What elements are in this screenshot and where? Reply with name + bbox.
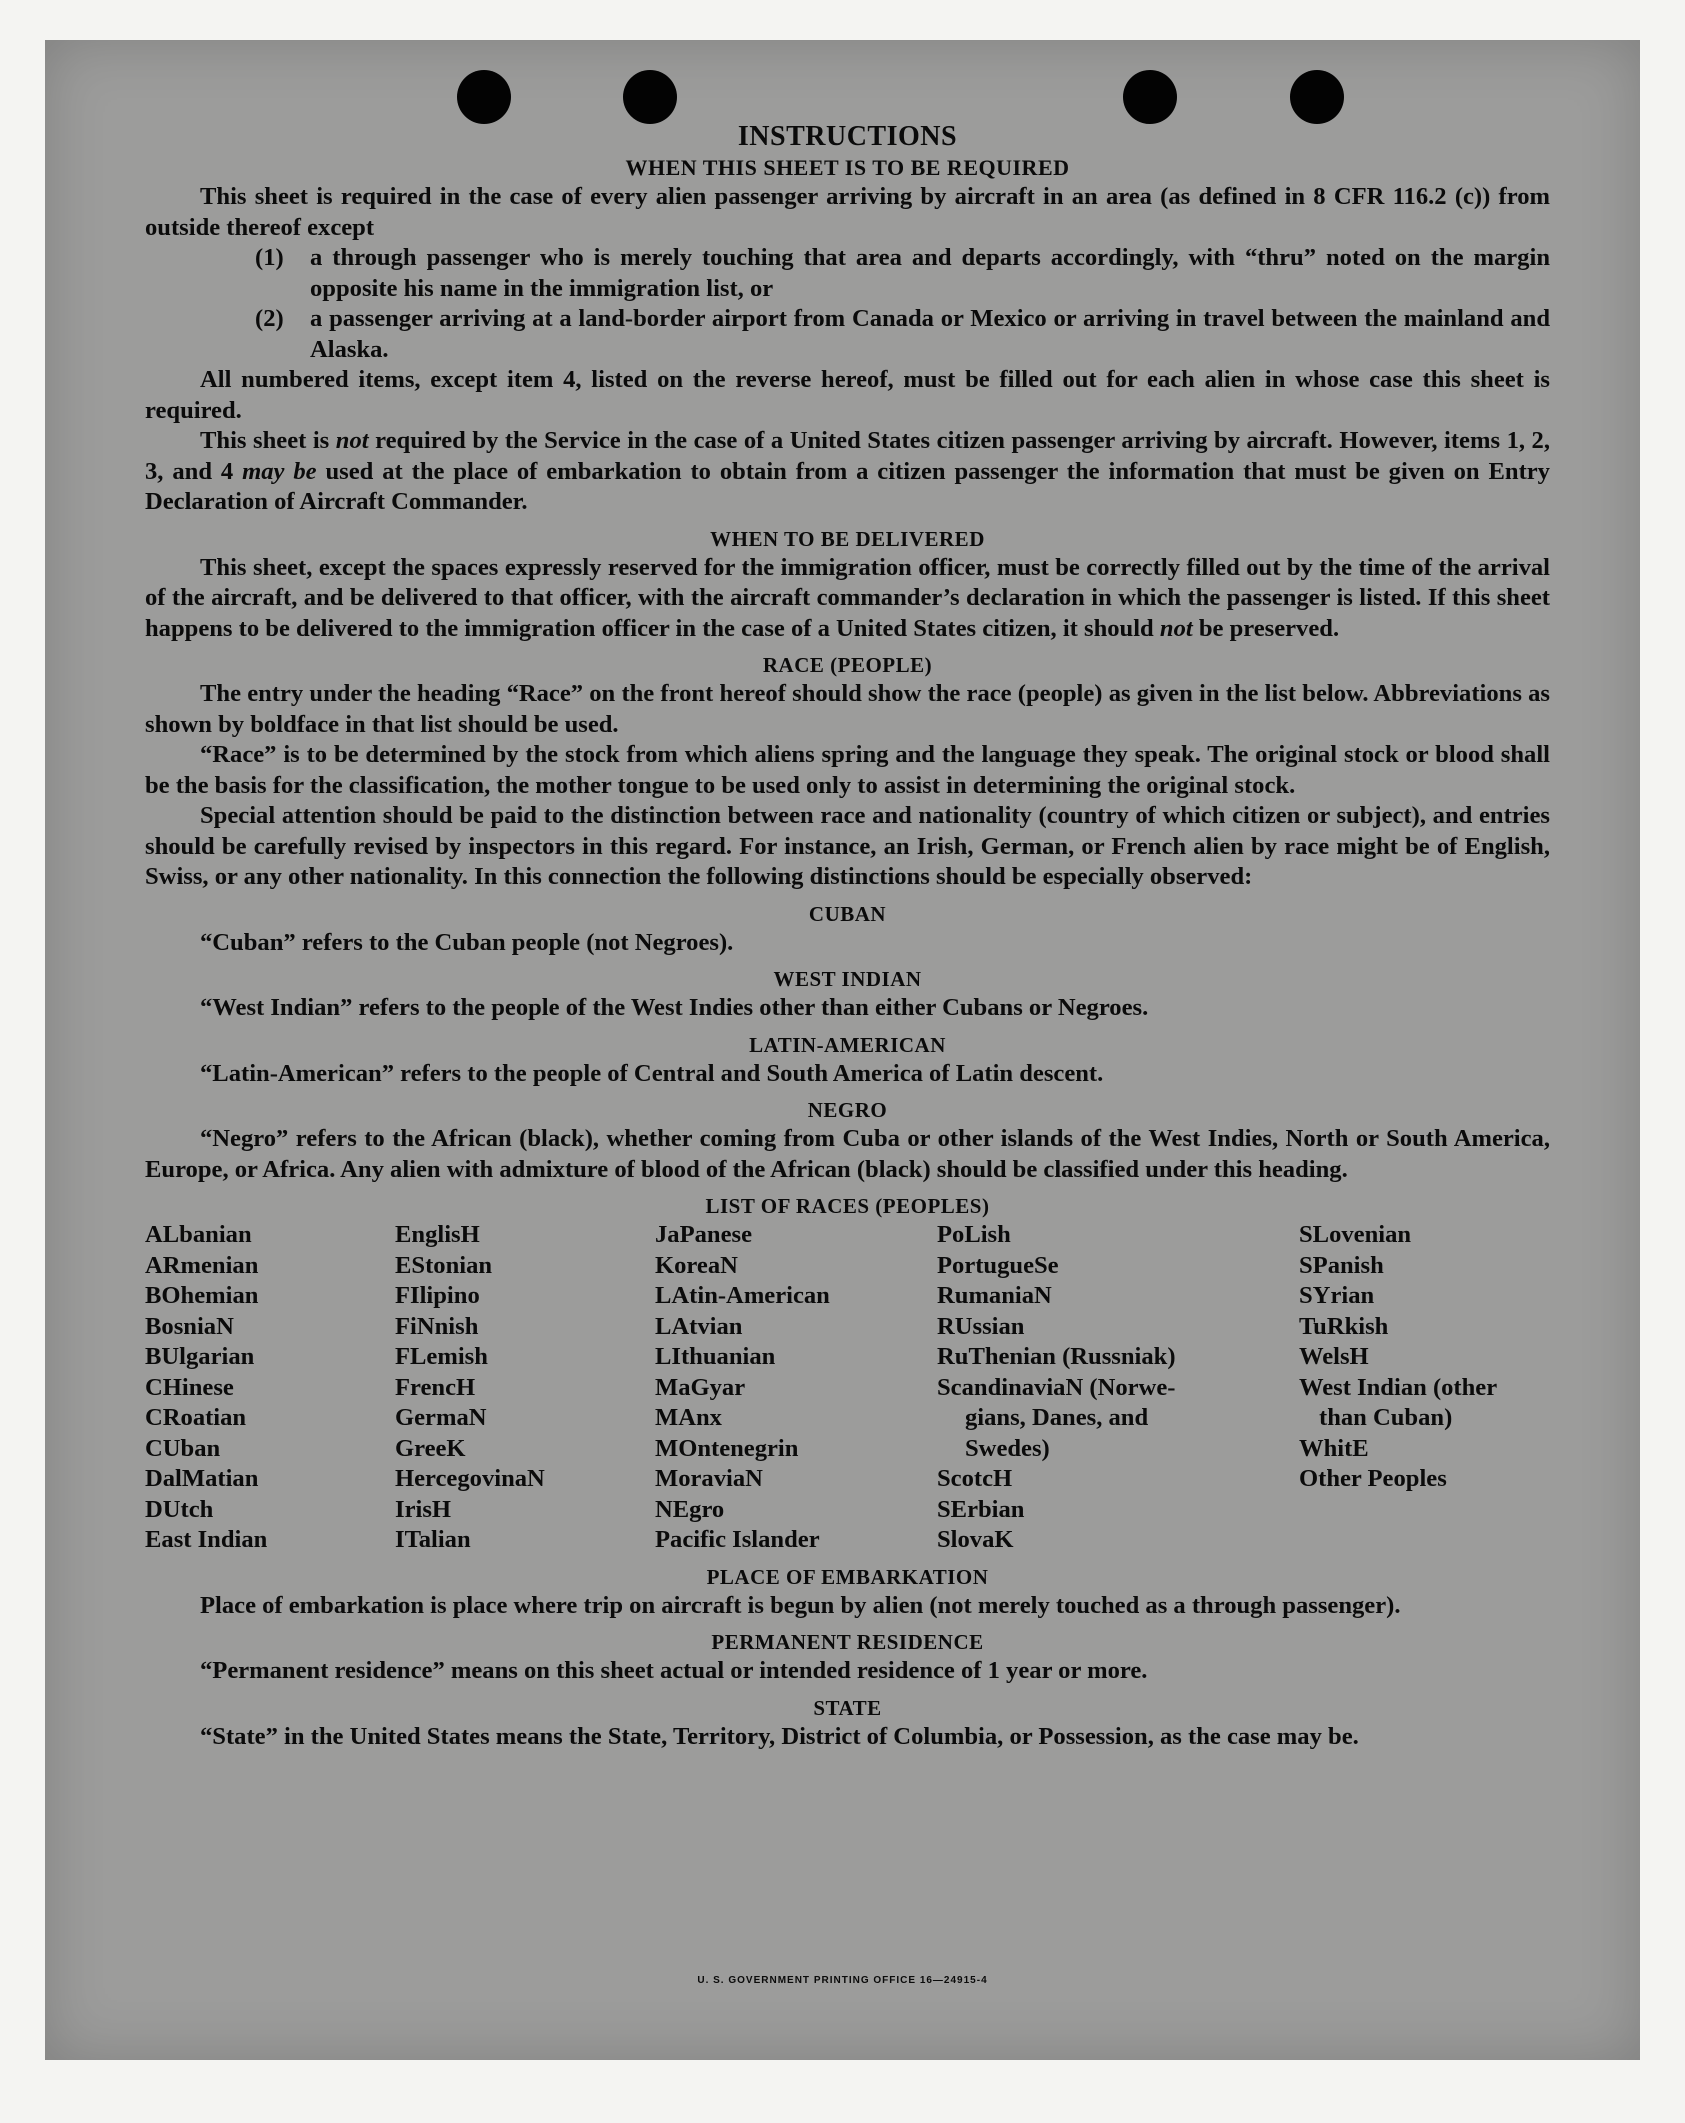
race-entry: Other Peoples: [1299, 1465, 1447, 1492]
race-paragraph-1: The entry under the heading “Race” on the front hereof should show the race (people) as given in the list below. Abbreviations as shown by boldface in that list should be used.: [145, 680, 1550, 738]
race-paragraph-2: “Race” is to be determined by the stock from which aliens spring and the language they speak. The original stock or blood shall be the basis for the classification, the mother tongue to be used only to assist in determining the original stock.: [145, 741, 1550, 799]
race-entry: FiNnish: [395, 1312, 479, 1340]
citizen-paragraph: This sheet is not required by the Service in the case of a United States citizen passenger arriving by aircraft. However, items 1, 2, 3, and 4 may be used at the place of embarkation to obtain from a citizen passenger the information that must be given on Entry Declaration of Aircraft Commander.: [145, 427, 1551, 515]
list-of-races: [145, 1220, 1550, 1556]
latin-american-heading: LATIN-AMERICAN: [749, 1032, 946, 1057]
cuban-heading: CUBAN: [808, 901, 887, 926]
punch-hole: [457, 70, 511, 124]
race-entry: RumaniaN: [937, 1282, 1052, 1309]
race-entry: SLovenian: [1299, 1221, 1412, 1248]
state-text: “State” in the United States means the State, Territory, District of Columbia, or Possession, as the case may be.: [200, 1722, 1359, 1750]
race-entry: IrisH: [395, 1495, 452, 1523]
race-entry: FrencH: [395, 1373, 476, 1401]
punch-hole: [1290, 70, 1344, 124]
race-entry: Swedes): [965, 1434, 1050, 1462]
race-entry: DalMatian: [145, 1465, 259, 1492]
race-entry: SPanish: [1299, 1251, 1384, 1279]
permanent-residence-heading: PERMANENT RESIDENCE: [711, 1630, 984, 1654]
race-entry: ITalian: [395, 1526, 471, 1553]
race-entry: ScotcH: [937, 1465, 1013, 1492]
document-sheet: [45, 40, 1640, 2060]
race-entry: NEgro: [655, 1495, 725, 1523]
race-entry: EStonian: [395, 1251, 493, 1279]
delivered-paragraph: This sheet, except the spaces expressly reserved for the immigration officer, must be correctly filled out by the time of the arrival of the aircraft, and be delivered to that officer, with the aircraft commander’s declaration in which the passenger is listed. If this sheet happens to be delivered to the immigration officer in the case of a United States citizen, it should not be preserved.: [145, 553, 1550, 642]
race-column: [937, 1220, 1299, 1556]
race-entry: Pacific Islander: [655, 1526, 820, 1553]
race-heading: RACE (PEOPLE): [762, 653, 933, 677]
race-column: [655, 1220, 937, 1556]
instructions-title: INSTRUCTIONS: [737, 121, 958, 152]
race-entry: DUtch: [145, 1495, 214, 1523]
race-entry: CHinese: [145, 1373, 234, 1401]
state-heading: STATE: [813, 1695, 882, 1720]
negro-text: “Negro” refers to the African (black), whether coming from Cuba or other islands of the West Indies, North or South America, Europe, or Africa. Any alien with admixture of blood of the African (black) should be classified under this heading.: [145, 1125, 1550, 1183]
race-entry: MOntenegrin: [655, 1434, 799, 1462]
race-entry: KoreaN: [655, 1251, 738, 1279]
race-entry: WhitE: [1299, 1434, 1369, 1462]
race-entry: West Indian (other: [1299, 1373, 1498, 1401]
race-entry: SYrian: [1299, 1282, 1375, 1309]
race-entry: ARmenian: [145, 1251, 259, 1279]
race-entry: East Indian: [145, 1526, 268, 1553]
race-entry: MAnx: [655, 1404, 722, 1431]
punch-hole: [1123, 70, 1177, 124]
race-entry: FIlipino: [395, 1282, 480, 1309]
when-required-heading: WHEN THIS SHEET IS TO BE REQUIRED: [625, 155, 1070, 180]
race-entry: gians, Danes, and: [965, 1404, 1149, 1431]
exception-item-1: [145, 243, 1550, 304]
west-indian-heading: WEST INDIAN: [773, 967, 922, 991]
race-entry: HercegovinaN: [395, 1465, 545, 1492]
race-entry: than Cuban): [1319, 1404, 1453, 1431]
item-text: a through passenger who is merely touching that area and departs accordingly, with “thru” noted on the margin opposite his name in the immigration list, or: [310, 244, 1550, 302]
race-entry: RUssian: [937, 1312, 1025, 1340]
race-entry: TuRkish: [1299, 1312, 1389, 1340]
embarkation-text: Place of embarkation is place where trip on aircraft is begun by alien (not merely touched as a through passenger).: [200, 1591, 1401, 1619]
race-entry: ALbanian: [145, 1221, 252, 1248]
race-entry: LIthuanian: [655, 1343, 776, 1370]
race-entry: LAtin-American: [655, 1282, 830, 1309]
item-number: (1): [255, 244, 284, 271]
race-entry: BosniaN: [145, 1312, 234, 1340]
race-entry: GermaN: [395, 1404, 487, 1431]
race-entry: RuThenian (Russniak): [937, 1343, 1176, 1370]
west-indian-text: “West Indian” refers to the people of the West Indies other than either Cubans or Negroes.: [200, 994, 1149, 1021]
race-entry: CRoatian: [145, 1404, 247, 1431]
embarkation-heading: PLACE OF EMBARKATION: [706, 1564, 989, 1589]
race-entry: JaPanese: [655, 1221, 752, 1248]
race-entry: SErbian: [937, 1495, 1025, 1523]
race-entry: GreeK: [395, 1434, 466, 1462]
item-text: a passenger arriving at a land-border airport from Canada or Mexico or arriving in travel between the mainland and Alaska.: [310, 305, 1550, 363]
negro-heading: NEGRO: [807, 1098, 888, 1122]
race-entry: WelsH: [1299, 1343, 1369, 1370]
required-paragraph: This sheet is required in the case of every alien passenger arriving by aircraft in an area (as defined in 8 CFR 116.2 (c)) from outside thereof except: [145, 183, 1550, 241]
when-delivered-heading: WHEN TO BE DELIVERED: [710, 526, 985, 551]
race-entry: ScandinaviaN (Norwe-: [937, 1373, 1176, 1401]
punch-hole: [623, 70, 677, 124]
latin-american-text: “Latin-American” refers to the people of Central and South America of Latin descent.: [200, 1059, 1104, 1087]
exception-item-2: [145, 304, 1550, 365]
race-entry: SlovaK: [937, 1526, 1014, 1553]
list-of-races-heading: LIST OF RACES (PEOPLES): [705, 1194, 990, 1218]
item-number: (2): [255, 305, 284, 332]
race-column: [395, 1220, 655, 1556]
race-entry: PortugueSe: [937, 1251, 1059, 1279]
instructions-content: [145, 120, 1550, 1752]
race-entry: PoLish: [937, 1221, 1011, 1248]
race-entry: BUlgarian: [145, 1343, 255, 1370]
race-entry: CUban: [145, 1434, 221, 1462]
race-paragraph-3: Special attention should be paid to the distinction between race and nationality (country of which citizen or subject), and entries should be carefully revised by inspectors in this regard. For instance, an Irish, German, or French alien by race might be of English, Swiss, or any other nationality. In this connection the following distinctions should be especially observed:: [145, 802, 1550, 890]
cuban-text: “Cuban” refers to the Cuban people (not Negroes).: [200, 928, 734, 956]
race-column: [1299, 1220, 1549, 1556]
numbered-items-paragraph: All numbered items, except item 4, listed on the reverse hereof, must be filled out for each alien in whose case this sheet is required.: [145, 366, 1550, 424]
race-column: [145, 1220, 395, 1556]
race-entry: MoraviaN: [655, 1465, 763, 1492]
race-entry: MaGyar: [655, 1373, 746, 1401]
race-entry: LAtvian: [655, 1312, 743, 1340]
printing-office-footer: U. S. GOVERNMENT PRINTING OFFICE 16—24915-4: [697, 1975, 988, 1986]
permanent-residence-text: “Permanent residence” means on this sheet actual or intended residence of 1 year or more.: [200, 1657, 1148, 1684]
race-entry: EnglisH: [395, 1221, 480, 1248]
race-entry: BOhemian: [145, 1282, 259, 1309]
race-entry: FLemish: [395, 1343, 488, 1370]
